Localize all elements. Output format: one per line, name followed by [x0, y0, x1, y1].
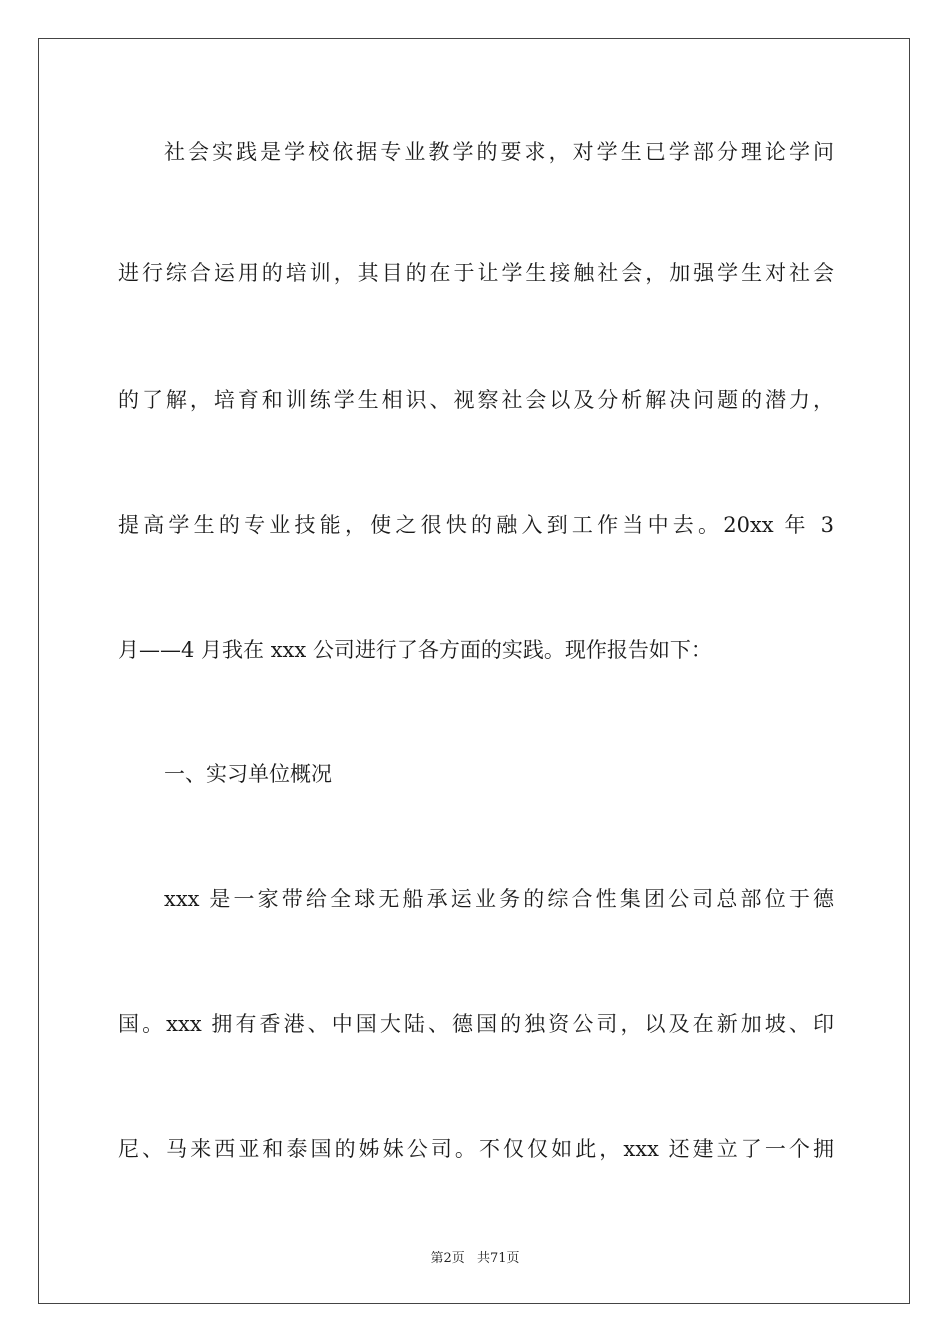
paragraph-line: 社会实践是学校依据专业教学的要求，对学生已学部分理论学问: [164, 140, 834, 164]
paragraph-line: 月——4 月我在 xxx 公司进行了各方面的实践。现作报告如下：: [118, 638, 712, 662]
paragraph-line: xxx 是一家带给全球无船承运业务的综合性集团公司总部位于德: [164, 887, 834, 911]
paragraph-line: 的了解，培育和训练学生相识、视察社会以及分析解决问题的潜力，: [118, 388, 834, 412]
page-total: 共71页: [476, 1251, 520, 1266]
page-footer: [0, 1247, 950, 1266]
paragraph-line: 国。xxx 拥有香港、中国大陆、德国的独资公司，以及在新加坡、印: [118, 1012, 834, 1036]
paragraph-line: 提高学生的专业技能，使之很快的融入到工作当中去。20xx 年 3: [118, 513, 834, 537]
paragraph-line: 尼、马来西亚和泰国的姊妹公司。不仅仅如此，xxx 还建立了一个拥: [118, 1137, 834, 1161]
paragraph-line: 进行综合运用的培训，其目的在于让学生接触社会，加强学生对社会: [118, 261, 834, 285]
page-number: 第2页: [430, 1251, 465, 1266]
page-border: [38, 38, 910, 1304]
section-heading: 一、实习单位概况: [164, 762, 332, 786]
